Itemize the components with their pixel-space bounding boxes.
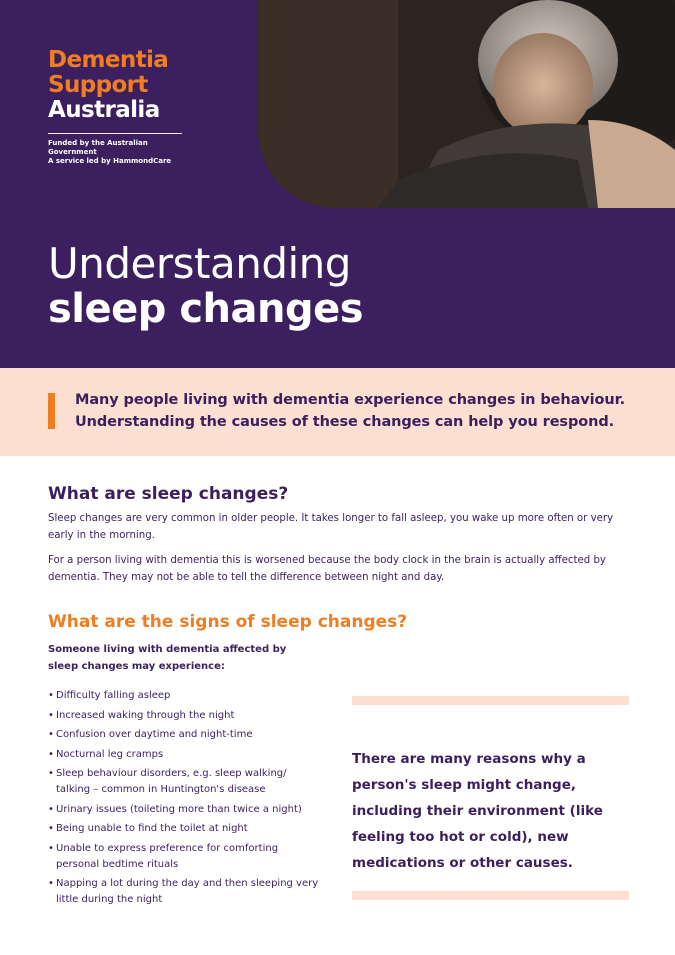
woman-in-bed-image: [258, 0, 675, 208]
intro-text: Many people living with dementia experience changes in behaviour. Understanding the causes of these changes can help you respond.: [75, 392, 625, 430]
funded-by-text: Funded by the Australian Government: [48, 139, 148, 156]
logo-line-support: Support: [48, 72, 148, 98]
logo: [48, 48, 188, 166]
pullquote-top-rule: [352, 696, 629, 705]
list-item: • Urinary issues (toileting more than twice a night): [48, 802, 323, 818]
list-item: • Increased waking through the night: [48, 708, 323, 724]
hero-banner: [0, 0, 675, 368]
section-heading-signs: What are the signs of sleep changes?: [48, 612, 408, 632]
section-heading-what-are: What are sleep changes?: [48, 484, 289, 504]
list-item: • Being unable to find the toilet at night: [48, 821, 323, 837]
logo-line-dementia: Dementia: [48, 47, 169, 73]
service-led-by-text: A service led by HammondCare: [48, 157, 172, 165]
list-item: • Napping a lot during the day and then sleeping very little during the night: [48, 876, 323, 908]
list-item: • Unable to express preference for comforting personal bedtime rituals: [48, 841, 323, 873]
intro-accent-bar: [48, 393, 55, 429]
logo-divider: [48, 133, 182, 134]
signs-list: [48, 688, 323, 912]
list-item: • Sleep behaviour disorders, e.g. sleep walking/ talking – common in Huntington's disease: [48, 766, 323, 798]
section1-paragraph-1: Sleep changes are very common in older people. It takes longer to fall asleep, you wake up more often or very early in the morning.: [48, 513, 614, 541]
page-title-line1: Understanding: [48, 239, 351, 288]
signs-lead-text: Someone living with dementia affected by sleep changes may experience:: [48, 644, 287, 672]
hero-photo: [258, 0, 675, 208]
pullquote-bottom-rule: [352, 891, 629, 900]
list-item: • Difficulty falling asleep: [48, 688, 323, 704]
page-title-line2: sleep changes: [48, 286, 364, 332]
list-item: • Confusion over daytime and night-time: [48, 727, 323, 743]
pullquote-text: There are many reasons why a person's sleep might change, including their environment (like feeling too hot or cold), new medications or other causes.: [352, 751, 603, 871]
list-item: • Nocturnal leg cramps: [48, 747, 323, 763]
section1-paragraph-2: For a person living with dementia this is worsened because the body clock in the brain is actually affected by dementia. They may not be able to tell the difference between night and day.: [48, 555, 606, 583]
logo-line-australia: Australia: [48, 97, 160, 123]
